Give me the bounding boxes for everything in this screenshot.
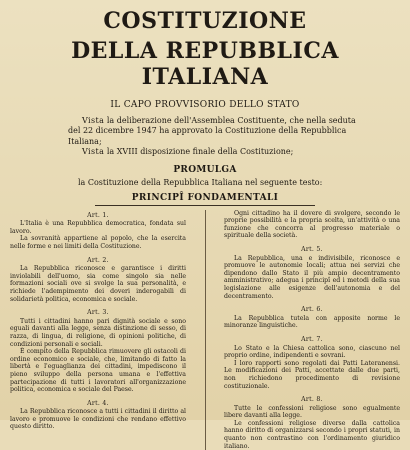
article-paragraph: È compito della Repubblica rimuovere gli ostacoli di ordine economico e sociale, che, limitando di fatto la libertà e l'eguaglianza dei cittadini, impediscono il pieno sviluppo della persona umana e l'effettiva partecipazione di tutti i lavoratori all'organizzazione politica, economica e sociale del Paese. [10,348,186,394]
articles-columns [10,210,400,450]
article-heading: Art. 6. [301,306,323,314]
preamble-vista-1-lead: Vista [82,116,105,125]
issuer-heading: IL CAPO PROVVISORIO DELLO STATO [110,100,300,110]
article-paragraph: La sovranità appartiene al popolo, che la esercita nelle forme e nei limiti della Costituzione. [10,235,186,250]
article-paragraph: Ogni cittadino ha il dovere di svolgere, secondo le proprie possibilità e la propria scelta, un'attività o una funzione che concorra al progresso materiale o spirituale della società. [224,209,400,240]
article-paragraph: Tutte le confessioni religiose sono egualmente libere davanti alla legge. [224,404,400,420]
column-divider [205,210,206,450]
article-heading: Art. 3. [87,309,109,317]
article-paragraph: Le confessioni religiose diverse dalla cattolica hanno diritto di organizzarsi secondo i propri statuti, in quanto non contrastino con l'ordinamento giuridico italiano. [224,419,400,450]
article-paragraph: La Repubblica tutela con apposite norme le minoranze linguistiche. [224,314,400,330]
left-column [10,210,186,450]
principles-rule [95,205,315,206]
article-heading: Art. 7. [301,335,323,343]
preamble-vista-2 [68,147,368,157]
article-paragraph: Tutti i cittadini hanno pari dignità sociale e sono eguali davanti alla legge, senza distinzione di sesso, di razza, di lingua, di religione, di opinioni politiche, di condizioni personali e sociali. [10,317,186,348]
article-heading: Art. 1. [87,211,109,219]
right-column [224,210,400,450]
preamble [68,116,368,158]
article-paragraph: I loro rapporti sono regolati dai Patti Lateranensi. Le modificazioni dei Patti, accettate dalle due parti, non richiedono procedimento di revisione costituzionale. [224,359,400,390]
promulga-heading: PROMULGA [173,164,237,175]
article-paragraph: La Repubblica riconosce e garantisce i diritti inviolabili dell'uomo, sia come singolo sia nelle formazioni sociali ove si svolge la sua personalità, e richiede l'adempimento dei doveri inderogabili di solidarietà politica, economica e sociale. [10,265,186,303]
article-heading: Art. 8. [301,396,323,404]
promulga-text: la Costituzione della Repubblica Italiana nel seguente testo: [78,177,323,187]
preamble-vista-2-text: la XVIII disposizione finale della Costituzione; [106,147,294,157]
article-heading: Art. 4. [87,399,109,407]
document-title-line2: DELLA REPUBBLICA ITALIANA [71,38,339,90]
document-title-line1: COSTITUZIONE [103,8,307,34]
preamble-vista-1-text: la deliberazione dell'Assemblea Costituente, che nella seduta del 22 dicembre 1947 ha approvato la Costituzione della Repubblica Italiana; [68,116,356,146]
principles-heading: PRINCIPÎ FONDAMENTALI [131,192,279,203]
article-heading: Art. 5. [301,246,323,253]
article-paragraph: La Repubblica riconosce a tutti i cittadini il diritto al lavoro e promuove le condizioni che rendano effettivo questo diritto. [10,408,186,431]
article-paragraph: Lo Stato e la Chiesa cattolica sono, ciascuno nel proprio ordine, indipendenti e sovrani. [224,344,400,360]
preamble-vista-1 [68,116,368,147]
article-heading: Art. 2. [87,256,109,264]
preamble-vista-2-lead: Vista [82,147,105,157]
article-paragraph: L'Italia è una Repubblica democratica, fondata sul lavoro. [10,220,186,235]
article-paragraph: La Repubblica, una e indivisibile, riconosce e promuove le autonomie locali; attua nei servizi che dipendono dallo Stato il più ampio decentramento amministrativo; adegua i principî ed i metodi della sua legislazione alle esigenze dell'autonomia e del decentramento. [224,254,400,300]
